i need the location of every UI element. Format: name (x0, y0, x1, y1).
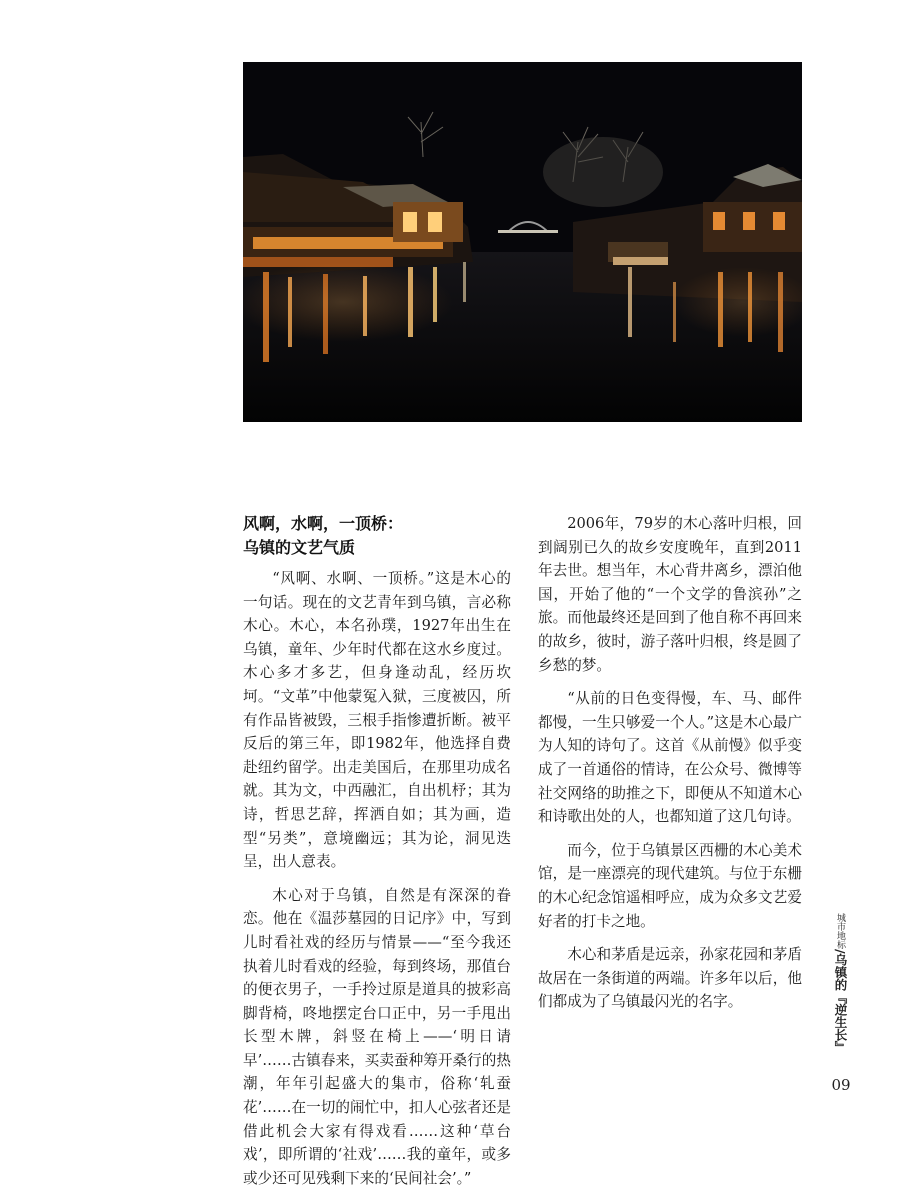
paragraph: 木心对于乌镇，自然是有深深的眷恋。他在《温莎墓园的日记序》中，写到儿时看社戏的经历与情景——“至今我还执着儿时看戏的经验，每到终场，那值台的便衣男子，一手拎过原是道具的披彩高脚背椅，咚地摆定台口正中，另一手甩出长型木牌，斜竖在椅上——‘明日请早’……古镇春来，买卖蚕种筹开桑行的热潮，年年引起盛大的集市，俗称‘轧蚕花’……在一切的闹忙中，扣人心弦者还是借此机会大家有得戏看……这种‘草台戏’，即所谓的‘社戏’……我的童年，或多或少还可见残剩下来的‘民间社会’。” (243, 886, 511, 1187)
paragraph: 木心和茅盾是远亲，孙家花园和茅盾故居在一条街道的两端。许多年以后，他们都成为了乌镇最闪光的名字。 (538, 946, 802, 1011)
night-water-town-photo-icon (243, 62, 802, 422)
paragraph: “从前的日色变得慢，车、马、邮件都慢，一生只够爱一个人。”这是木心最广为人知的诗句了。这首《从前慢》似乎变成了一首通俗的情诗，在公众号、微博等社交网络的助推之下，即便从不知道木心和诗歌出处的人，也都知道了这几句诗。 (538, 690, 802, 826)
paragraph: “风啊、水啊、一顶桥。”这是木心的一句话。现在的文艺青年到乌镇，言必称木心。木心，本名孙璞，1927年出生在乌镇，童年、少年时代都在这水乡度过。木心多才多艺，但身逢动乱，经历坎坷。“文革”中他蒙冤入狱，三度被囚，所有作品皆被毁，三根手指惨遭折断。被平反后的第三年，即1982年，他选择自费赴纽约留学。出走美国后，在那里功成名就。其为文，中西融汇，自出机杼；其为诗，哲思艺辞，挥洒自如；其为画，造型“另类”，意境幽远；其为论，洞见迭呈，出人意表。 (243, 570, 511, 871)
section-heading (243, 512, 511, 560)
separator: / (833, 949, 848, 954)
left-column (243, 567, 511, 1200)
paragraph: 2006年，79岁的木心落叶归根，回到阔别已久的故乡安度晚年，直到2011年去世。想当年，木心背井离乡，漂泊他国，开始了他的“一个文学的鲁滨孙”之旅。而他最终还是回到了他自称不再回来的故乡，彼时，游子落叶归根，终是圆了乡愁的梦。 (538, 515, 802, 674)
paragraph: 而今，位于乌镇景区西栅的木心美术馆，是一座漂亮的现代建筑。与位于东栅的木心纪念馆遥相呼应，成为众多文艺爱好者的打卡之地。 (538, 841, 802, 930)
heading-line-2: 乌镇的文艺气质 (243, 538, 356, 557)
running-title: 乌镇的『逆生长』 (833, 953, 848, 1054)
right-column (538, 512, 802, 1024)
page-number: 09 (831, 1076, 851, 1094)
night-water-town-photo (243, 62, 802, 422)
section-label: 城市地标 (835, 913, 845, 949)
running-header (830, 913, 850, 1054)
heading-line-1: 风啊，水啊，一顶桥： (243, 514, 404, 533)
